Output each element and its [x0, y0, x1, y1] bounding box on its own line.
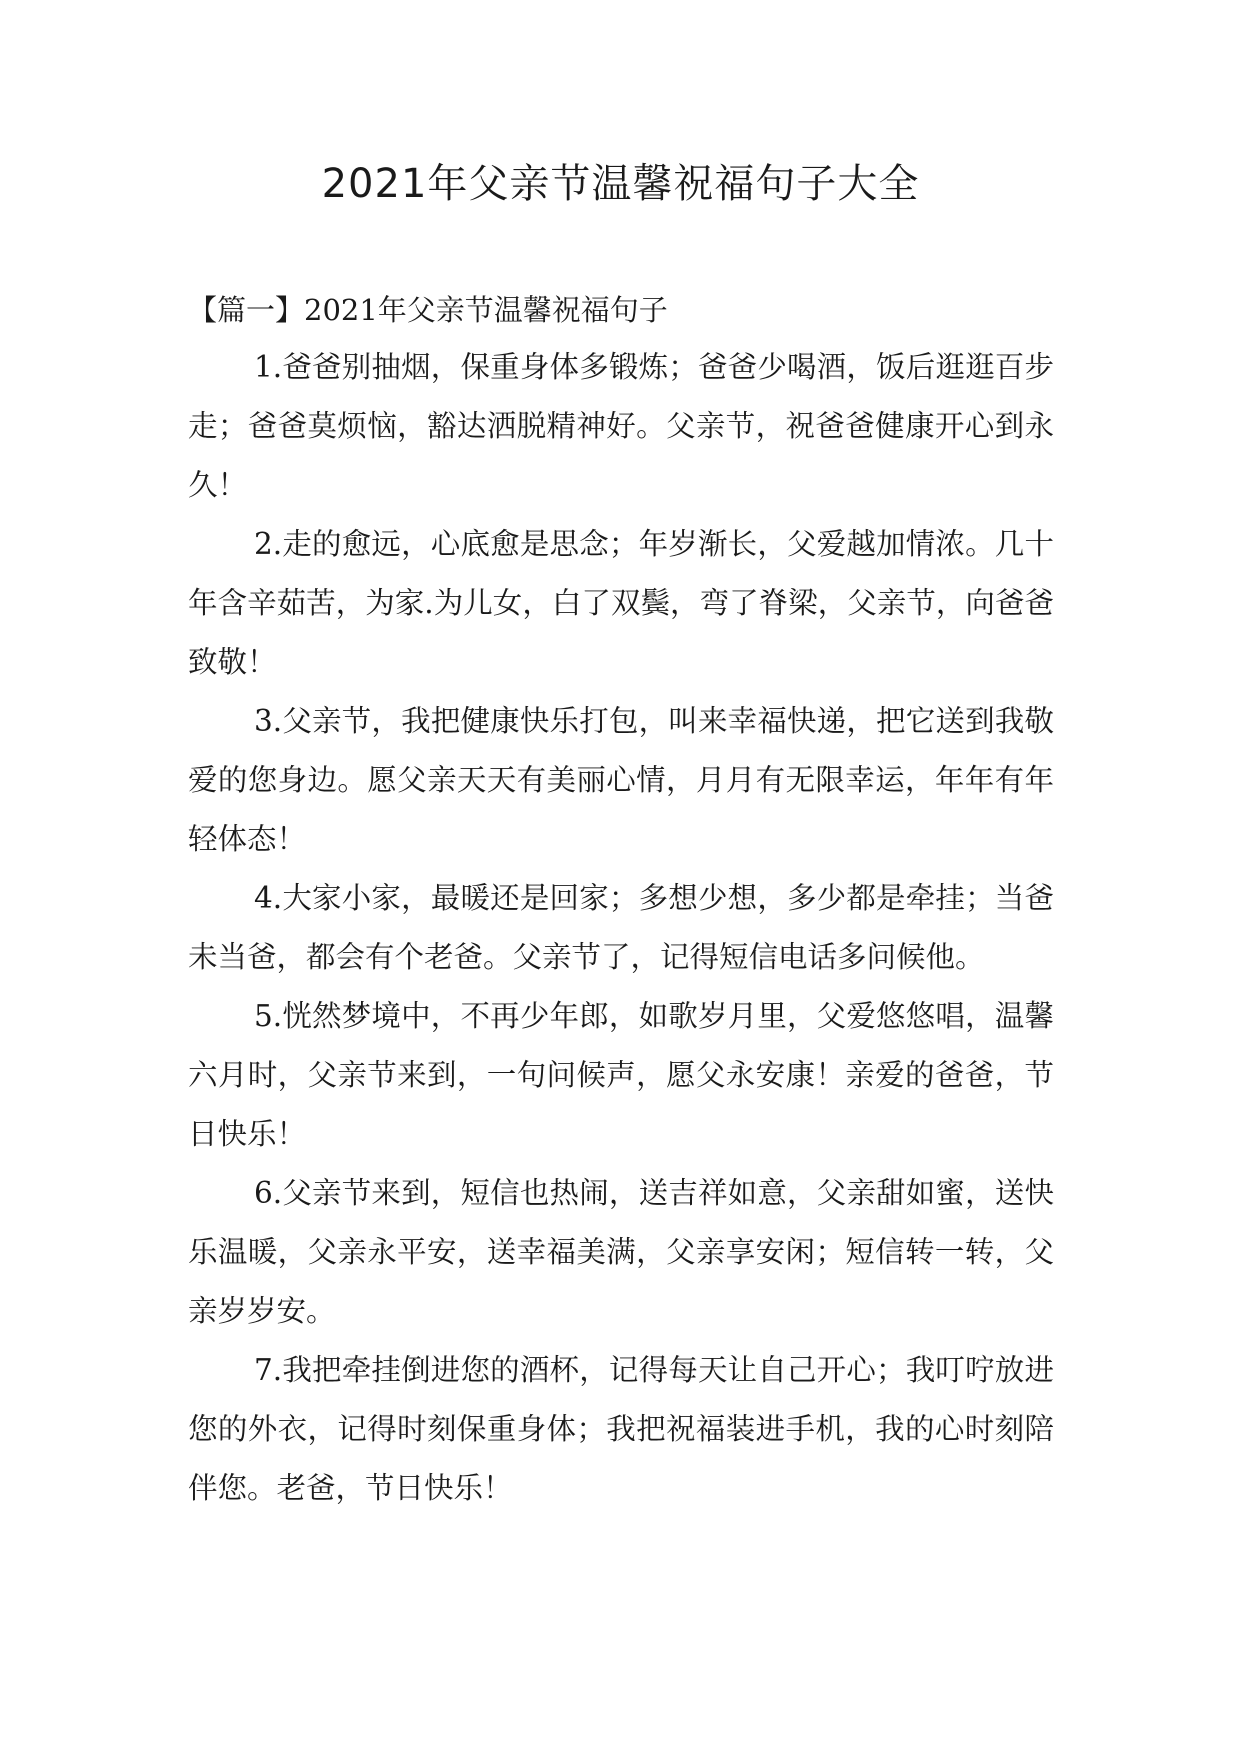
- blessing-item-2: 2.走的愈远，心底愈是思念；年岁渐长，父爱越加情浓。几十年含辛茹苦，为家.为儿女，白了双鬓，弯了脊梁，父亲节，向爸爸致敬！: [188, 527, 1054, 679]
- blessing-item-6: 6.父亲节来到，短信也热闹，送吉祥如意，父亲甜如蜜，送快乐温暖，父亲永平安，送幸福美满，父亲享安闲；短信转一转，父亲岁岁安。: [188, 1176, 1054, 1328]
- document-title: 2021年父亲节温馨祝福句子大全: [321, 161, 920, 207]
- section-heading: 【篇一】2021年父亲节温馨祝福句子: [188, 293, 668, 327]
- blessing-item-3: 3.父亲节，我把健康快乐打包，叫来幸福快递，把它送到我敬爱的您身边。愿父亲天天有美丽心情，月月有无限幸运，年年有年轻体态！: [188, 704, 1054, 856]
- blessing-list: [188, 338, 1054, 1518]
- blessing-item-7: 7.我把牵挂倒进您的酒杯，记得每天让自己开心；我叮咛放进您的外衣，记得时刻保重身体；我把祝福装进手机，我的心时刻陪伴您。老爸，节日快乐！: [188, 1353, 1054, 1505]
- blessing-item-4: 4.大家小家，最暖还是回家；多想少想，多少都是牵挂；当爸未当爸，都会有个老爸。父亲节了，记得短信电话多问候他。: [188, 881, 1054, 974]
- document-body: [188, 282, 1054, 1518]
- blessing-item-5: 5.恍然梦境中，不再少年郎，如歌岁月里，父爱悠悠唱，温馨六月时，父亲节来到，一句问候声，愿父永安康！亲爱的爸爸，节日快乐！: [188, 999, 1054, 1151]
- blessing-item-1: 1.爸爸别抽烟，保重身体多锻炼；爸爸少喝酒，饭后逛逛百步走；爸爸莫烦恼，豁达洒脱精神好。父亲节，祝爸爸健康开心到永久！: [188, 350, 1054, 502]
